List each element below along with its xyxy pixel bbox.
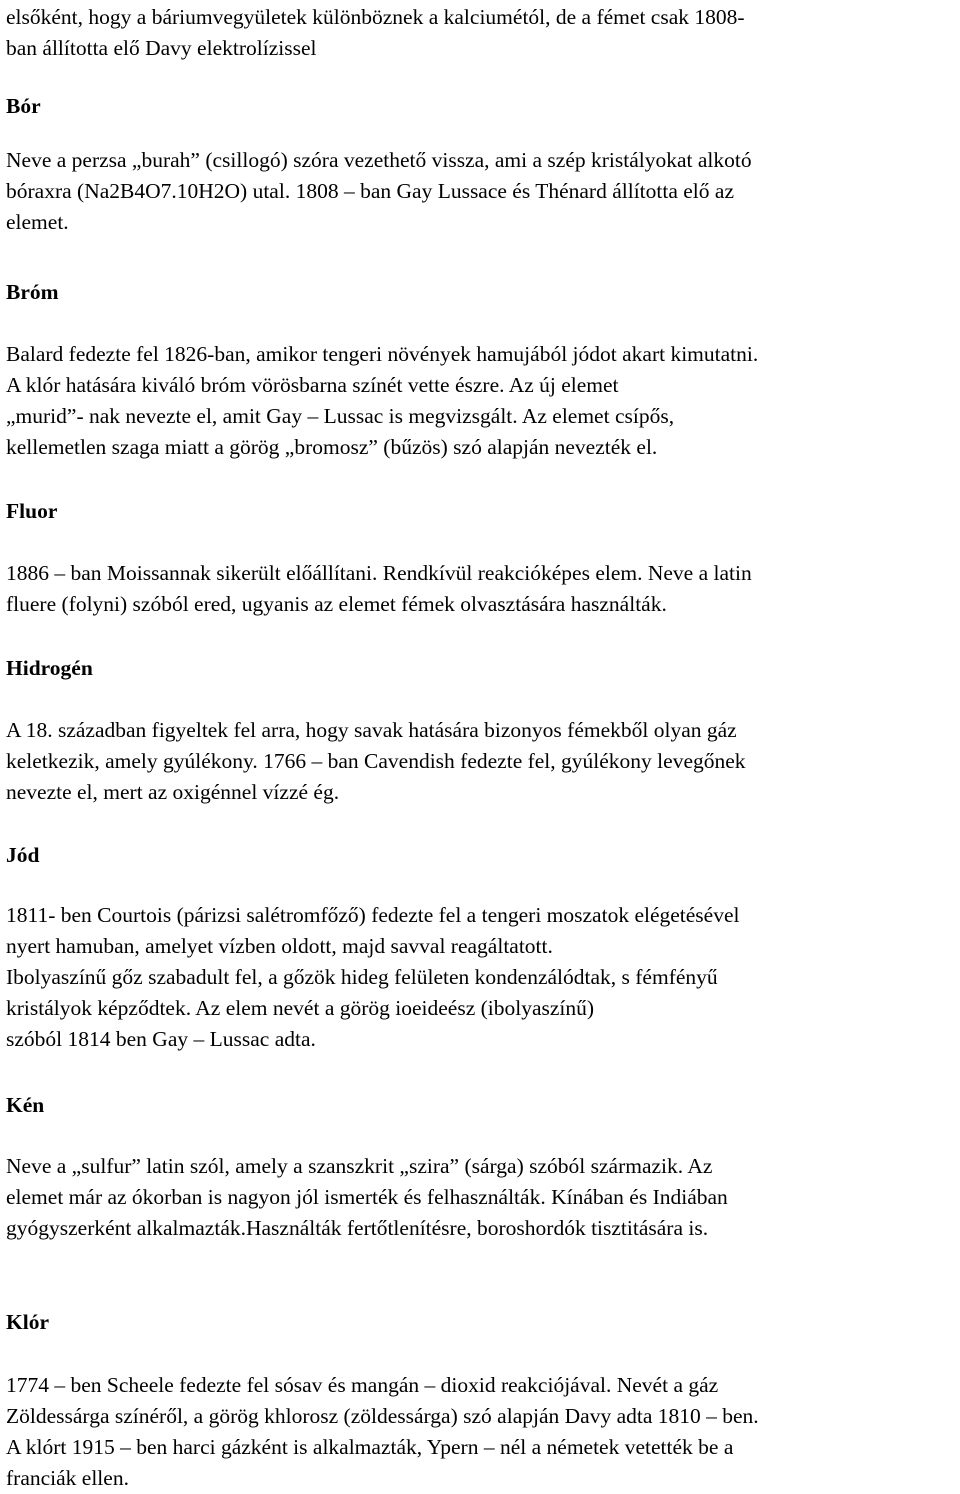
- section-paragraph-brom: [6, 339, 958, 463]
- paragraph-line: kristályok képződtek. Az elem nevét a görög ioeideész (ibolyaszínű): [6, 996, 595, 1020]
- paragraph-line: 1774 – ben Scheele fedezte fel sósav és mangán – dioxid reakciójával. Nevét a gáz: [6, 1373, 719, 1397]
- paragraph-line: elemet már az ókorban is nagyon jól ismerték és felhasználták. Kínában és Indiában: [6, 1185, 728, 1209]
- section-paragraph-bor: [6, 145, 958, 238]
- paragraph-line: elemet.: [6, 210, 69, 234]
- section-heading-jod: Jód: [6, 843, 40, 867]
- section-paragraph-hidrogen: [6, 715, 958, 808]
- intro-paragraph: [6, 2, 958, 64]
- paragraph-line: Balard fedezte fel 1826-ban, amikor tengeri növények hamujából jódot akart kimutatni.: [6, 342, 759, 366]
- paragraph-line: keletkezik, amely gyúlékony. 1766 – ban Cavendish fedezte fel, gyúlékony levegőnek: [6, 749, 746, 773]
- paragraph-line: franciák ellen.: [6, 1466, 129, 1490]
- section-heading-klor: Klór: [6, 1310, 49, 1334]
- paragraph-line: 1886 – ban Moissannak sikerült előállítani. Rendkívül reakcióképes elem. Neve a latin: [6, 561, 752, 585]
- paragraph-line: A klórt 1915 – ben harci gázként is alkalmazták, Ypern – nél a németek vetették be a: [6, 1435, 734, 1459]
- section-heading-hidrogen: Hidrogén: [6, 656, 93, 680]
- paragraph-line: Neve a „sulfur” latin szól, amely a szanszkrit „szira” (sárga) szóból származik. Az: [6, 1154, 713, 1178]
- paragraph-line: A 18. században figyeltek fel arra, hogy savak hatására bizonyos fémekből olyan gáz: [6, 718, 737, 742]
- paragraph-line: nyert hamuban, amelyet vízben oldott, majd savval reagáltatott.: [6, 934, 553, 958]
- section-paragraph-jod: [6, 900, 958, 1055]
- paragraph-line: kellemetlen szaga miatt a görög „bromosz” (bűzös) szó alapján nevezték el.: [6, 435, 658, 459]
- section-paragraph-ken: [6, 1151, 958, 1244]
- paragraph-line: gyógyszerként alkalmazták.Használták fertőtlenítésre, boroshordók tisztitására is.: [6, 1216, 709, 1240]
- paragraph-line: ban állította elő Davy elektrolízissel: [6, 36, 317, 60]
- paragraph-line: elsőként, hogy a báriumvegyületek különböznek a kalciumétól, de a fémet csak 1808-: [6, 5, 745, 29]
- paragraph-line: szóból 1814 ben Gay – Lussac adta.: [6, 1027, 316, 1051]
- paragraph-line: bóraxra (Na2B4O7.10H2O) utal. 1808 – ban Gay Lussace és Thénard állította elő az: [6, 179, 734, 203]
- section-heading-ken: Kén: [6, 1093, 45, 1117]
- section-heading-fluor: Fluor: [6, 499, 58, 523]
- section-heading-bor: Bór: [6, 94, 41, 118]
- paragraph-line: „murid”- nak nevezte el, amit Gay – Lussac is megvizsgált. Az elemet csípős,: [6, 404, 675, 428]
- paragraph-line: Zöldessárga színéről, a görög khlorosz (zöldessárga) szó alapján Davy adta 1810 – ben.: [6, 1404, 759, 1428]
- section-heading-brom: Bróm: [6, 280, 59, 304]
- section-paragraph-klor: [6, 1370, 958, 1494]
- paragraph-line: Ibolyaszínű gőz szabadult fel, a gőzök hideg felületen kondenzálódtak, s fémfényű: [6, 965, 718, 989]
- paragraph-line: 1811- ben Courtois (párizsi salétromfőző) fedezte fel a tengeri moszatok elégetésével: [6, 903, 740, 927]
- paragraph-line: nevezte el, mert az oxigénnel vízzé ég.: [6, 780, 340, 804]
- paragraph-line: Neve a perzsa „burah” (csillogó) szóra vezethető vissza, ami a szép kristályokat alkotó: [6, 148, 752, 172]
- paragraph-line: fluere (folyni) szóból ered, ugyanis az elemet fémek olvasztására használták.: [6, 592, 667, 616]
- paragraph-line: A klór hatására kiváló bróm vörösbarna színét vette észre. Az új elemet: [6, 373, 619, 397]
- section-paragraph-fluor: [6, 558, 958, 620]
